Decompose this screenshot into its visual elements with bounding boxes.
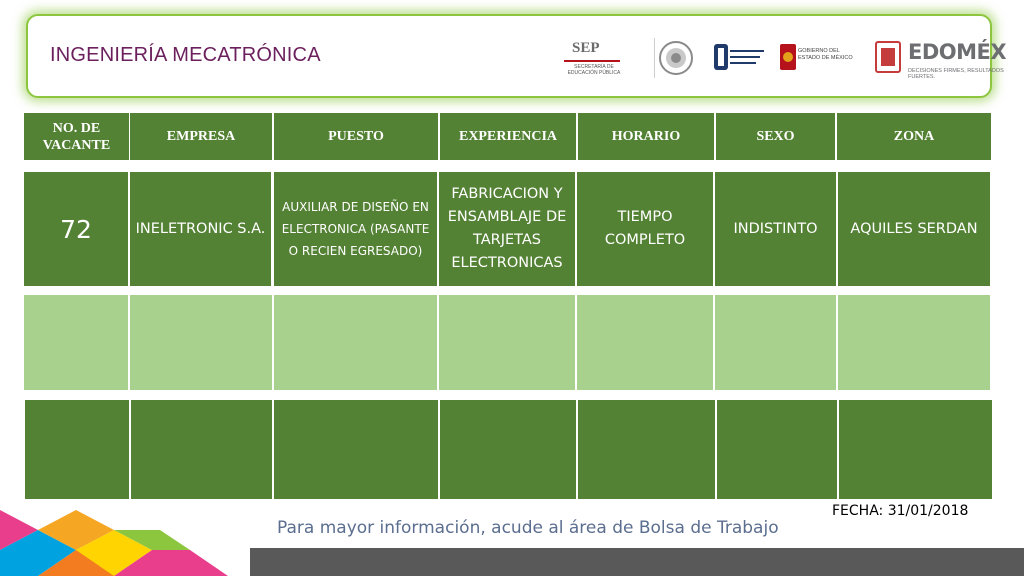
empty-cell	[717, 400, 837, 499]
column-header-empresa: EMPRESA	[130, 113, 272, 160]
footer-bar	[250, 548, 1024, 576]
empty-cell	[25, 400, 129, 499]
sep-logo	[558, 36, 628, 80]
header-banner	[26, 14, 1007, 98]
sep-subtitle: SECRETARÍA DE EDUCACIÓN PÚBLICA	[567, 64, 621, 76]
column-header-zona: ZONA	[837, 113, 991, 160]
empty-cell	[439, 295, 575, 390]
empty-cell	[130, 295, 272, 390]
sep-abbreviation: SEP	[572, 40, 600, 56]
cell-sexo: INDISTINTO	[715, 172, 836, 286]
column-header-sexo: SEXO	[716, 113, 835, 160]
column-header-experiencia: EXPERIENCIA	[440, 113, 576, 160]
edomex-logo	[874, 36, 1014, 80]
cell-vacante: 72	[24, 172, 128, 286]
empty-cell	[274, 400, 438, 499]
cell-zona: AQUILES SERDAN	[838, 172, 990, 286]
cell-experiencia: FABRICACION Y ENSAMBLAJE DE TARJETAS ELECTRONICAS	[439, 172, 575, 286]
cell-horario: TIEMPO COMPLETO	[577, 172, 713, 286]
empty-cell	[24, 295, 128, 390]
empty-cell	[131, 400, 272, 499]
sep-divider	[564, 60, 620, 62]
column-header-puesto: PUESTO	[274, 113, 438, 160]
empty-cell	[578, 400, 715, 499]
logo-strip	[558, 36, 1007, 80]
info-text: Para mayor información, acude al área de Bolsa de Trabajo	[277, 518, 779, 538]
column-header-vacante: NO. DE VACANTE	[24, 113, 129, 160]
column-header-horario: HORARIO	[578, 113, 714, 160]
cell-empresa: INELETRONIC S.A.	[130, 172, 271, 286]
mexico-seal-logo	[654, 36, 694, 80]
tecnm-logo	[708, 36, 768, 80]
gobierno-edomex-text: GOBIERNO DEL ESTADO DE MÉXICO	[798, 48, 853, 61]
empty-cell	[440, 400, 576, 499]
edomex-wordmark: EDOMÉX	[908, 40, 1007, 64]
empty-cell	[274, 295, 437, 390]
fecha-label: FECHA: 31/01/2018	[832, 503, 969, 519]
edomex-slogan: DECISIONES FIRMES, RESULTADOS FUERTES.	[908, 68, 1004, 80]
empty-cell	[577, 295, 713, 390]
empty-cell	[715, 295, 836, 390]
cell-puesto: AUXILIAR DE DISEÑO EN ELECTRONICA (PASANTE O RECIEN EGRESADO)	[274, 172, 437, 286]
page-title: INGENIERÍA MECATRÓNICA	[50, 44, 321, 66]
corner-decoration	[0, 500, 250, 576]
empty-cell	[838, 295, 990, 390]
gobierno-edomex-logo	[778, 36, 858, 80]
empty-cell	[839, 400, 992, 499]
